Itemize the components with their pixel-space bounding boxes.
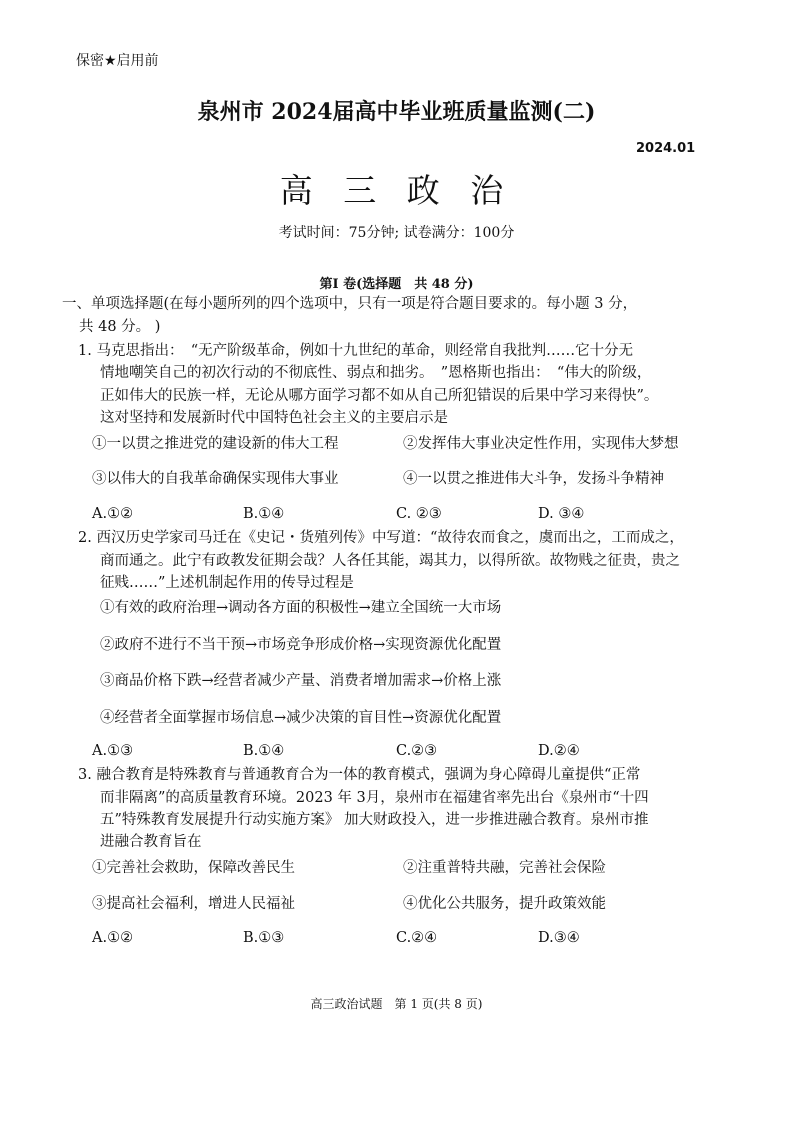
question-stem-line: 正如伟大的民族一样，无论从哪方面学习都不如从自己所犯错误的后果中学习来得快”。 [100, 388, 659, 404]
question-stem-line: 1. 马克思指出： “无产阶级革命，例如十九世纪的革命，则经常自我批判……它十分无 [78, 343, 634, 359]
statement-option: ②注重普特共融，完善社会保险 [403, 860, 606, 876]
question-stem-line: 商而通之。此宁有政教发征期会哉？人各任其能，竭其力，以得所欲。故物贱之征贵，贵之 [100, 553, 680, 569]
statement-option: ④优化公共服务，提升政策效能 [403, 896, 606, 912]
statement-option: ③提高社会福利，增进人民福祉 [92, 896, 295, 912]
answer-choice-c[interactable]: C.②③ [396, 743, 438, 759]
answer-choice-d[interactable]: D.③④ [538, 930, 580, 946]
question-stem-line: 这对坚持和发展新时代中国特色社会主义的主要启示是 [100, 410, 448, 426]
question-stem-line: 3. 融合教育是特殊教育与普通教育合为一体的教育模式，强调为身心障碍儿童提供“正常 [78, 767, 641, 783]
answer-choice-a[interactable]: A.①③ [92, 743, 134, 759]
question-stem-line: 征贱……”上述机制起作用的传导过程是 [100, 575, 354, 591]
statement-option: ②政府不进行不当干预→市场竞争形成价格→实现资源优化配置 [100, 637, 502, 653]
answer-choice-c[interactable]: C. ②③ [396, 506, 442, 522]
answer-choice-b[interactable]: B.①④ [243, 743, 285, 759]
question-stem-line: 五”特殊教育发展提升行动实施方案》 加大财政投入，进一步推进融合教育。泉州市推 [100, 812, 649, 828]
answer-choice-c[interactable]: C.②④ [396, 930, 438, 946]
part-title: 第Ⅰ 卷(选择题 共 48 分) [319, 277, 474, 292]
statement-option: ①有效的政府治理→调动各方面的积极性→建立全国统一大市场 [100, 600, 502, 616]
exam-info: 考试时间：75分钟; 试卷满分：100分 [278, 225, 515, 241]
answer-choice-b[interactable]: B.①③ [243, 930, 285, 946]
answer-choice-a[interactable]: A.①② [92, 506, 134, 522]
statement-option: ③以伟大的自我革命确保实现伟大事业 [92, 471, 339, 487]
exam-title: 泉州市 2024届高中毕业班质量监测(二) [197, 99, 596, 125]
question-stem-line: 而非隔离”的高质量教育环境。2023 年 3月，泉州市在福建省率先出台《泉州市“十四 [100, 790, 649, 806]
instruction-line: 共 48 分。 ) [79, 319, 161, 335]
statement-option: ④经营者全面掌握市场信息→减少决策的盲目性→资源优化配置 [100, 710, 502, 726]
statement-option: ①完善社会救助，保障改善民生 [92, 860, 295, 876]
exam-date: 2024.01 [636, 141, 696, 156]
statement-option: ④一以贯之推进伟大斗争，发扬斗争精神 [403, 471, 664, 487]
statement-option: ②发挥伟大事业决定性作用，实现伟大梦想 [403, 436, 679, 452]
question-stem-line: 情地嘲笑自己的初次行动的不彻底性、弱点和拙劣。 ”恩格斯也指出： “伟大的阶级， [100, 365, 652, 381]
statement-option: ①一以贯之推进党的建设新的伟大工程 [92, 436, 339, 452]
question-stem-line: 2. 西汉历史学家司马迁在《史记・货殖列传》中写道：“故待农而食之，虞而出之，工而成之， [78, 530, 684, 546]
answer-choice-b[interactable]: B.①④ [243, 506, 285, 522]
instruction-line: 一、单项选择题(在每小题所列的四个选项中，只有一项是符合题目要求的。每小题 3 分， [62, 296, 638, 312]
statement-option: ③商品价格下跌→经营者减少产量、消费者增加需求→价格上涨 [100, 673, 502, 689]
subject-title: 高 三 政 治 [279, 171, 514, 210]
answer-choice-d[interactable]: D.②④ [538, 743, 580, 759]
answer-choice-a[interactable]: A.①② [92, 930, 134, 946]
confidential-label: 保密★启用前 [76, 53, 159, 69]
page-footer: 高三政治试题 第 1 页(共 8 页) [310, 997, 483, 1011]
question-stem-line: 进融合教育旨在 [100, 834, 202, 850]
answer-choice-d[interactable]: D. ③④ [538, 506, 585, 522]
